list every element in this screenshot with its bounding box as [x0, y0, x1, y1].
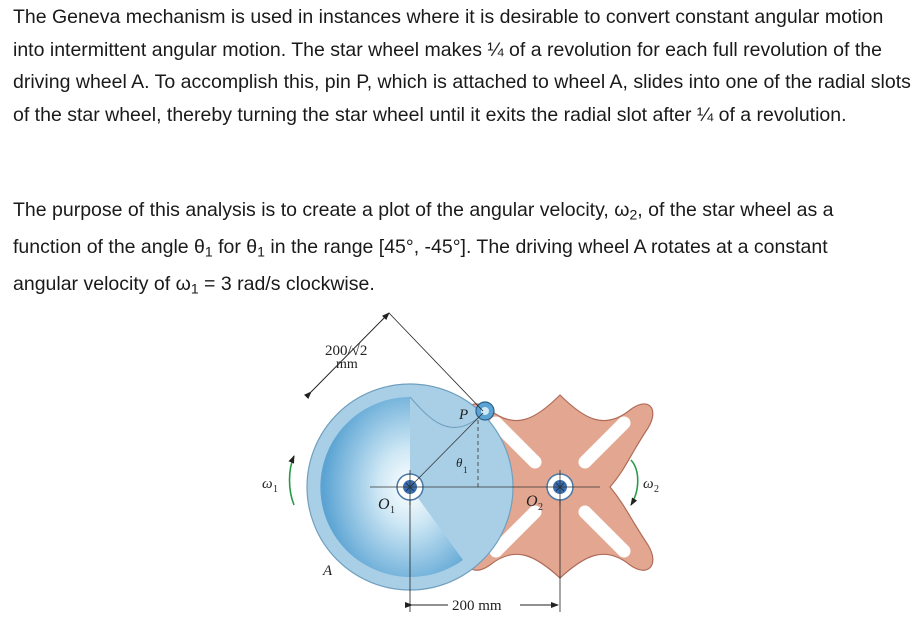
- radius-dimension-unit: mm: [336, 357, 358, 372]
- p2-line3-b: = 3 rad/s clockwise.: [198, 273, 375, 295]
- omega1-arrow: [290, 456, 295, 505]
- label-omega1-sub: 1: [273, 484, 278, 495]
- radius-dimension-label: 200/√2: [325, 343, 368, 359]
- omega2-arrow: [631, 460, 638, 505]
- label-A: A: [323, 563, 333, 579]
- p2-sub-omega2: 2: [629, 206, 638, 223]
- label-omega2-sub: 2: [654, 484, 659, 495]
- label-omega1: ω: [262, 476, 273, 492]
- label-O2-sub: 2: [538, 502, 543, 513]
- intro-paragraph: The Geneva mechanism is used in instances where it is desirable to convert constant angular motion into intermittent angular motion. The star wheel makes ¼ of a revolution for each full revolution of the driving wheel A. To accomplish this, pin P, which is attached to wheel A, slides into one of the radial slots of the star wheel, thereby turning the star wheel until it exits the radial slot after ¼ of a revolution.: [13, 6, 911, 126]
- p2-line1-b: , of the star wheel as a: [637, 199, 834, 221]
- p2-sub-theta1a: 1: [204, 243, 213, 260]
- p2-line2-a: function of the angle θ: [13, 236, 205, 258]
- p2-sub-omega1: 1: [190, 280, 199, 297]
- label-theta: θ: [456, 455, 463, 470]
- p2-line2-c: in the range [45°, -45°]. The driving wheel A rotates at a constant: [264, 236, 828, 258]
- label-omega2: ω: [643, 476, 654, 492]
- p2-line3-a: angular velocity of ω: [13, 273, 191, 295]
- label-O1: O: [378, 496, 390, 513]
- p2-sub-theta1b: 1: [257, 243, 265, 260]
- p2-line2-b: for θ: [212, 236, 258, 258]
- label-P: P: [459, 407, 469, 423]
- label-O1-sub: 1: [390, 505, 395, 516]
- center-distance-label: 200 mm: [452, 598, 502, 614]
- p2-line1-a: The purpose of this analysis is to create a plot of the angular velocity, ω: [13, 199, 630, 221]
- label-O2: O: [526, 493, 538, 510]
- label-theta-sub: 1: [463, 465, 468, 475]
